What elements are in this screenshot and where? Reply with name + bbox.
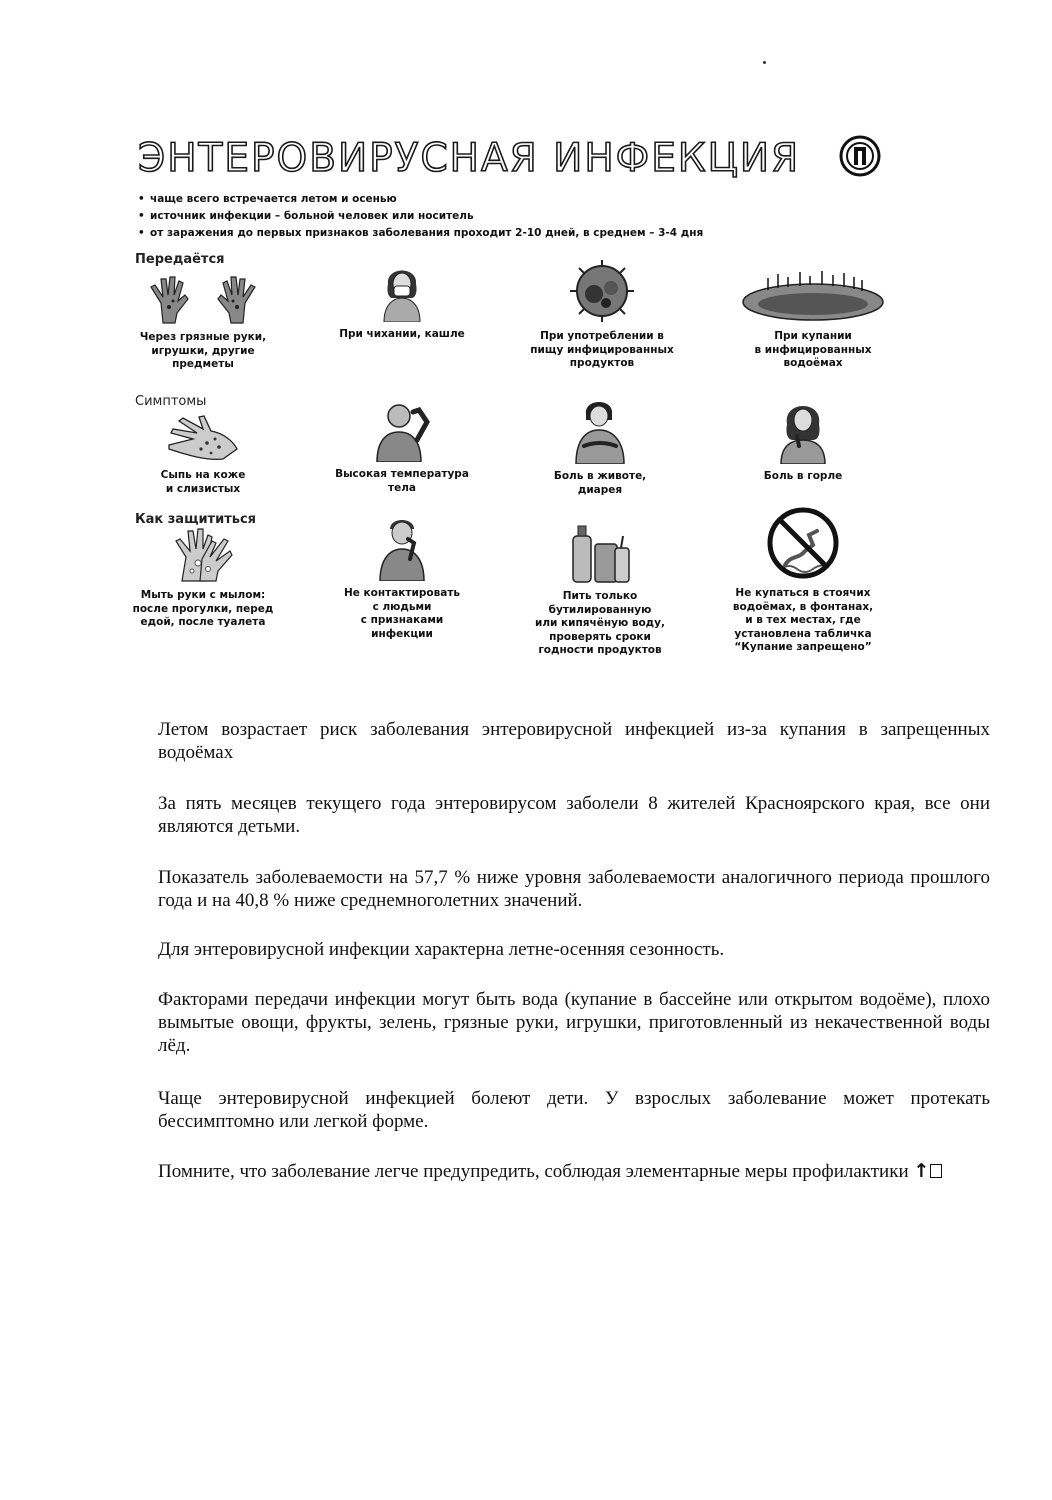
protection-caption: Пить только бутилированную или кипячёную воду, проверять сроки годности продуктов bbox=[534, 590, 665, 656]
transmission-item bbox=[108, 273, 298, 372]
protection-item bbox=[505, 518, 695, 658]
transmission-item bbox=[507, 258, 697, 371]
paragraph: Чаще энтеровирусной инфекцией болеют дети. У взрослых заболевание может протекать бессимптомно или легкой форме. bbox=[158, 1088, 990, 1132]
missing-glyph-box bbox=[930, 1164, 942, 1178]
pond-icon bbox=[738, 268, 888, 324]
transmission-caption: Через грязные руки, игрушки, другие предметы bbox=[139, 331, 267, 370]
protection-item bbox=[108, 527, 298, 630]
rospotrebnadzor-logo-icon bbox=[839, 135, 881, 177]
symptom-caption: Высокая температура тела bbox=[335, 468, 469, 494]
fever-man-icon bbox=[367, 400, 437, 462]
paragraph: Показатель заболеваемости на 57,7 % ниже уровня заболеваемости аналогичного периода прошлого года и на 40,8 % ниже среднемноголетних значений. bbox=[158, 867, 990, 911]
symptom-caption: Сыпь на коже и слизистых bbox=[160, 469, 246, 495]
facts-list bbox=[138, 191, 703, 242]
symptom-item bbox=[505, 398, 695, 497]
transmission-caption: При употреблении в пищу инфицированных продуктов bbox=[530, 330, 674, 369]
fact-item: • чаще всего встречается летом и осенью bbox=[138, 191, 703, 208]
dirty-hands-icon bbox=[133, 273, 273, 325]
hand-washing-icon bbox=[168, 527, 238, 583]
transmission-caption: При чихании, кашле bbox=[339, 328, 465, 340]
section-label-symptoms: Симптомы bbox=[135, 394, 207, 409]
paragraph: За пять месяцев текущего года энтеровирусом заболели 8 жителей Красноярского края, все они являются детьми. bbox=[158, 793, 990, 837]
poster-title: ЭНТЕРОВИРУСНАЯ ИНФЕКЦИЯ bbox=[138, 136, 801, 181]
transmission-item bbox=[718, 268, 908, 371]
fact-item: • от заражения до первых признаков заболевания проходит 2-10 дней, в среднем – 3-4 дня bbox=[138, 225, 703, 242]
closing-arrow: ↑ bbox=[913, 1160, 930, 1182]
transmission-caption: При купании в инфицированных водоёмах bbox=[754, 330, 872, 369]
closing-paragraph bbox=[158, 1160, 990, 1183]
paragraph: Для энтеровирусной инфекции характерна летне-осенняя сезонность. bbox=[158, 939, 725, 960]
closing-text: Помните, что заболевание легче предупредить, соблюдая элементарные меры профилактики bbox=[158, 1161, 909, 1182]
paragraph: Факторами передачи инфекции могут быть вода (купание в бассейне или открытом водоёме), плохо вымытые овощи, фрукты, зелень, грязные руки, игрушки, приготовленный из некачественной воды лёд. bbox=[158, 989, 990, 1056]
fact-item: • источник инфекции – больной человек или носитель bbox=[138, 208, 703, 225]
section-label-transmission: Передаётся bbox=[135, 252, 225, 267]
no-swimming-icon bbox=[765, 505, 841, 581]
symptom-item bbox=[708, 398, 898, 484]
protection-caption: Мыть руки с мылом: после прогулки, перед едой, после туалета bbox=[132, 589, 274, 628]
bottled-water-icon bbox=[565, 518, 635, 584]
rash-hand-icon bbox=[163, 415, 243, 463]
transmission-item bbox=[307, 260, 497, 342]
paragraph: Летом возрастает риск заболевания энтеровирусной инфекцией из-за купания в запрещенных водоёмах bbox=[158, 719, 990, 763]
section-label-protection: Как защититься bbox=[135, 512, 257, 527]
sore-throat-icon bbox=[773, 398, 833, 464]
protection-item bbox=[708, 505, 898, 655]
protection-caption: Не контактировать с людьми с признаками инфекции bbox=[343, 587, 461, 640]
symptom-item bbox=[108, 415, 298, 496]
symptom-item bbox=[307, 400, 497, 495]
protection-caption: Не купаться в стоячих водоёмах, в фонтанах, и в тех местах, где установлена табличка “Купание запрещено” bbox=[732, 587, 874, 653]
symptom-caption: Боль в горле bbox=[763, 470, 843, 482]
symptom-caption: Боль в животе, диарея bbox=[553, 470, 647, 496]
sick-person-icon bbox=[372, 515, 432, 581]
stomach-pain-icon bbox=[568, 398, 632, 464]
protection-item bbox=[307, 515, 497, 641]
scan-speck bbox=[763, 61, 766, 64]
virus-food-icon bbox=[566, 258, 638, 324]
sneezing-woman-icon bbox=[372, 260, 432, 322]
